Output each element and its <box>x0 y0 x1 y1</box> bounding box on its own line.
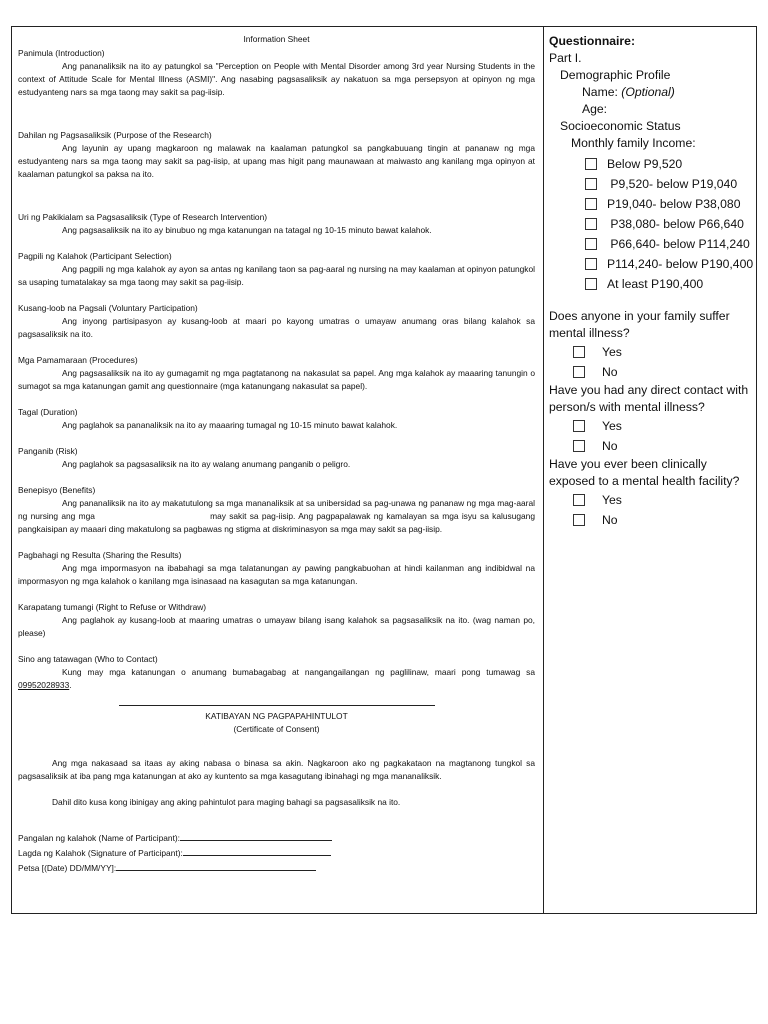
contact-phone-link[interactable]: 09952028933 <box>18 680 70 690</box>
answer-option[interactable] <box>549 436 754 456</box>
section-right-to-refuse <box>18 601 535 640</box>
section-heading: Sino ang tatawagan (Who to Contact) <box>18 654 158 664</box>
consent-title: KATIBAYAN NG PAGPAPAHINTULOT <box>205 711 348 721</box>
name-note: (Optional) <box>621 85 675 99</box>
section-body: Ang inyong partisipasyon ay kusang-loob at maari po kayong umatras o umayaw anumang oras bilang kalahok sa pagsasaliksik na ito. <box>18 316 535 339</box>
consent-subtitle: (Certificate of Consent) <box>233 724 320 734</box>
section-heading: Mga Pamamaraan (Procedures) <box>18 355 138 365</box>
contact-suffix: . <box>69 680 72 690</box>
section-heading: Uri ng Pakikialam sa Pagsasaliksik (Type of Research Intervention) <box>18 212 268 222</box>
information-sheet <box>18 33 538 875</box>
checkbox[interactable] <box>573 514 585 526</box>
sheet-title: Information Sheet <box>243 34 310 44</box>
checkbox[interactable] <box>573 440 585 452</box>
section-body: Ang mga impormasyon na ibabahagi sa mga talatanungan ay pawing pangkabuohan at hindi kailanman ang indibidwal na impormasyon ng mga kalahok o kanilang mga isinasaad na kasagutan sa mga katanungan. <box>18 563 535 586</box>
income-option[interactable] <box>549 214 754 234</box>
question-family-illness: Does anyone in your family suffer mental illness? <box>549 309 730 340</box>
income-option[interactable] <box>549 254 754 274</box>
age-label: Age: <box>582 102 608 116</box>
consent-divider <box>119 705 435 706</box>
section-benefits <box>18 484 538 536</box>
field-label: Petsa [(Date) DD/MM/YY]: <box>18 863 117 873</box>
checkbox[interactable] <box>573 420 585 432</box>
option-label: Below P9,520 <box>607 156 683 171</box>
income-option[interactable] <box>549 234 754 254</box>
checkbox[interactable] <box>585 158 597 170</box>
section-body <box>18 666 535 692</box>
section-heading: Kusang-loob na Pagsali (Voluntary Participation) <box>18 303 198 313</box>
name-row <box>549 84 754 101</box>
checkbox[interactable] <box>585 258 597 270</box>
questionnaire <box>549 33 754 530</box>
part-label: Part I. <box>549 51 582 65</box>
checkbox[interactable] <box>585 178 597 190</box>
checkbox[interactable] <box>585 238 597 250</box>
section-body: Ang pananaliksik na ito ay makatutulong sa mga mananaliksik at sa unibersidad sa pag-unawa ng pananaw ng mga mag-aaral ng nursing ang mga may sakit sa pag-iisip. Ang pagpapalawak ng kamalayan sa mga isyu sa kalusugang pangkaisipan ay maaari ding makatulong sa pagbawas ng stigma at diskriminasyon sa mga may sakit sa pag-iisip. <box>18 498 538 534</box>
section-purpose <box>18 129 535 181</box>
column-divider <box>543 27 544 913</box>
section-heading: Dahilan ng Pagsasaliksik (Purpose of the Research) <box>18 130 212 140</box>
date-field[interactable] <box>18 860 535 875</box>
contact-text: Kung may mga katanungan o anumang bumabagabag at nangangailangan ng paglilinaw, maari pong tumawag sa <box>62 667 535 677</box>
section-heading: Panimula (Introduction) <box>18 48 105 58</box>
field-label: Lagda ng Kalahok (Signature of Participant): <box>18 848 183 858</box>
section-heading: Pagpili ng Kalahok (Participant Selection) <box>18 251 172 261</box>
answer-option[interactable] <box>549 490 754 510</box>
answer-option[interactable] <box>549 342 754 362</box>
option-label: No <box>602 364 618 379</box>
answer-option[interactable] <box>549 362 754 382</box>
section-body: Ang paglahok sa pananaliksik na ito ay maaaring tumagal ng 10-15 minuto bawat kalahok. <box>62 420 398 430</box>
answer-option[interactable] <box>549 510 754 530</box>
option-label: Yes <box>602 492 622 507</box>
participant-name-field[interactable] <box>18 830 535 845</box>
section-body: Ang layunin ay upang magkaroon ng malawak na kaalaman patungkol sa pangkabuuang tingin at pananaw ng mga estudyanteng nars sa mga taong may sakit sa pag-iisip, at upang mas higit pang maunawaan at maiwasto ang kanilang mga opinyon at kaalaman patungkol sa paksa na ito. <box>18 143 535 179</box>
section-participant-selection <box>18 250 535 289</box>
option-label: Yes <box>602 418 622 433</box>
income-option[interactable] <box>549 154 754 174</box>
section-heading: Karapatang tumangi (Right to Refuse or Withdraw) <box>18 602 207 612</box>
checkbox[interactable] <box>573 366 585 378</box>
income-option[interactable] <box>549 174 754 194</box>
demographic-heading: Demographic Profile <box>560 68 671 82</box>
section-risk <box>18 445 535 471</box>
income-option[interactable] <box>549 194 754 214</box>
section-heading: Tagal (Duration) <box>18 407 78 417</box>
document-frame <box>11 26 757 914</box>
participant-signature-field[interactable] <box>18 845 535 860</box>
question-direct-contact: Have you had any direct contact with person/s with mental illness? <box>549 383 749 414</box>
option-label: P38,080- below P66,640 <box>607 216 744 231</box>
blank-line[interactable] <box>180 830 332 841</box>
socio-heading: Socioeconomic Status <box>560 119 681 133</box>
section-voluntary <box>18 302 535 341</box>
section-body: Ang paglahok sa pagsasaliksik na ito ay walang anumang panganib o peligro. <box>62 459 351 469</box>
answer-option[interactable] <box>549 416 754 436</box>
section-heading: Panganib (Risk) <box>18 446 78 456</box>
option-label: Yes <box>602 344 622 359</box>
option-label: At least P190,400 <box>607 276 704 291</box>
income-option[interactable] <box>549 274 754 294</box>
income-label: Monthly family Income: <box>571 136 696 150</box>
option-label: P114,240- below P190,400 <box>607 256 754 271</box>
checkbox[interactable] <box>573 346 585 358</box>
checkbox[interactable] <box>585 278 597 290</box>
section-heading: Benepisyo (Benefits) <box>18 485 96 495</box>
section-introduction <box>18 47 535 99</box>
section-contact <box>18 653 535 692</box>
consent-paragraph: Dahil dito kusa kong ibinigay ang aking pahintulot para maging bahagi sa pagsasaliksik na ito. <box>52 797 401 807</box>
section-intervention <box>18 211 535 237</box>
consent-paragraph: Ang mga nakasaad sa itaas ay aking nabasa o binasa sa akin. Nagkaroon ako ng pagkakataon na magtanong tungkol sa pagsasaliksik at iba pang mga katanungan at ako ay kuntento sa mga kasagutang ibinahagi ng mga mananaliksik. <box>18 758 535 781</box>
income-options <box>549 154 754 294</box>
checkbox[interactable] <box>573 494 585 506</box>
question-clinical-exposure: Have you ever been clinically exposed to a mental health facility? <box>549 457 740 488</box>
blank-line[interactable] <box>183 845 331 856</box>
section-body: Ang pagsasaliksik na ito ay gumagamit ng mga pagtatanong na nakasulat sa papel. Ang mga kalahok ay maaaring tanungin o sumagot sa mga katanungan gamit ang questionnaire (mga katanungang nakasulat sa papel). <box>18 368 535 391</box>
option-label: No <box>602 512 618 527</box>
option-label: P9,520- below P19,040 <box>607 176 738 191</box>
section-body: Ang pagpili ng mga kalahok ay ayon sa antas ng kanilang taon sa pag-aaral ng nursing na may kaalaman at opinyon patungkol sa usaping tumatalakay sa mga taong may sakit sa pag-iisip. <box>18 264 535 287</box>
option-label: P66,640- below P114,240 <box>607 236 750 251</box>
blank-line[interactable] <box>116 860 316 871</box>
field-label: Pangalan ng kalahok (Name of Participant): <box>18 833 181 843</box>
name-label: Name: <box>582 85 622 99</box>
section-duration <box>18 406 535 432</box>
section-sharing-results <box>18 549 535 588</box>
questionnaire-title: Questionnaire: <box>549 34 636 48</box>
section-body: Ang pagsasaliksik na ito ay binubuo ng mga katanungan na tatagal ng 10-15 minuto bawat kalahok. <box>62 225 432 235</box>
section-heading: Pagbahagi ng Resulta (Sharing the Results) <box>18 550 182 560</box>
section-body: Ang pananaliksik na ito ay patungkol sa "Perception on People with Mental Disorder among 3rd year Nursing Students in the context of Attitude Scale for Mental Illness (ASMI)". Ang nasabing pagsasaliksik ay nakatuon sa mga persepsyon at opinyon ng mga estudyanteng nars sa mga taong may sakit sa pag-iisip. <box>18 61 535 97</box>
checkbox[interactable] <box>585 218 597 230</box>
section-body: Ang paglahok ay kusang-loob at maaring umatras o umayaw bilang isang kalahok sa pagsasaliksik na ito. (wag naman po, please) <box>18 615 535 638</box>
section-procedures <box>18 354 535 393</box>
option-label: P19,040- below P38,080 <box>607 196 741 211</box>
checkbox[interactable] <box>585 198 597 210</box>
option-label: No <box>602 438 618 453</box>
